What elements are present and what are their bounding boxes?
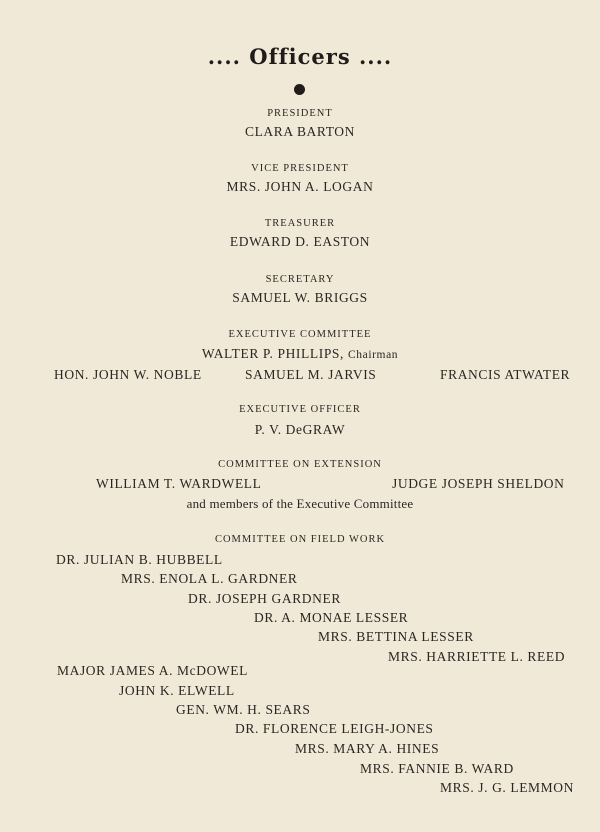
executive-committee-chair <box>0 347 600 362</box>
extension-member: WILLIAM T. WARDWELL <box>96 476 262 491</box>
heading-secretary: SECRETARY <box>265 274 335 285</box>
heading-treasurer: TREASURER <box>264 218 336 229</box>
field-work-member: MRS. J. G. LEMMON <box>440 780 574 795</box>
bullet-ornament-icon <box>294 84 305 95</box>
field-work-member: MRS. FANNIE B. WARD <box>360 761 514 776</box>
name-treasurer: EDWARD D. EASTON <box>229 234 371 249</box>
chair-role: Chairman <box>348 349 399 361</box>
extension-note: and members of the Executive Committee <box>186 496 414 511</box>
field-work-member: MAJOR JAMES A. McDOWEL <box>57 663 248 678</box>
heading-president: PRESIDENT <box>267 108 333 119</box>
field-work-member: MRS. ENOLA L. GARDNER <box>121 571 298 586</box>
executive-committee-member: SAMUEL M. JARVIS <box>245 367 377 382</box>
name-vice-president: MRS. JOHN A. LOGAN <box>226 179 374 194</box>
name-executive-officer: P. V. DeGRAW <box>254 422 346 437</box>
executive-committee-member: HON. JOHN W. NOBLE <box>54 367 202 382</box>
heading-committee-on-extension: COMMITTEE ON EXTENSION <box>218 459 382 470</box>
heading-executive-committee: EXECUTIVE COMMITTEE <box>228 329 372 340</box>
name-president: CLARA BARTON <box>244 124 356 139</box>
heading-committee-on-field-work: COMMITTEE ON FIELD WORK <box>214 534 386 545</box>
field-work-member: DR. FLORENCE LEIGH-JONES <box>235 721 434 736</box>
field-work-member: JOHN K. ELWELL <box>119 683 235 698</box>
field-work-member: DR. JULIAN B. HUBBELL <box>56 552 223 567</box>
heading-vice-president: VICE PRESIDENT <box>251 163 349 174</box>
executive-committee-member: FRANCIS ATWATER <box>440 367 571 382</box>
field-work-member: GEN. WM. H. SEARS <box>176 702 311 717</box>
field-work-member: DR. A. MONAE LESSER <box>254 610 409 625</box>
name-secretary: SAMUEL W. BRIGGS <box>232 290 368 305</box>
extension-member: JUDGE JOSEPH SHELDON <box>392 476 565 491</box>
field-work-member: MRS. BETTINA LESSER <box>318 629 474 644</box>
field-work-member: MRS. MARY A. HINES <box>295 741 440 756</box>
heading-executive-officer: EXECUTIVE OFFICER <box>239 404 361 415</box>
chair-name: WALTER P. PHILLIPS, <box>201 346 345 361</box>
field-work-member: DR. JOSEPH GARDNER <box>188 591 341 606</box>
page-title: .... Officers .... <box>207 44 393 69</box>
field-work-member: MRS. HARRIETTE L. REED <box>388 649 566 664</box>
